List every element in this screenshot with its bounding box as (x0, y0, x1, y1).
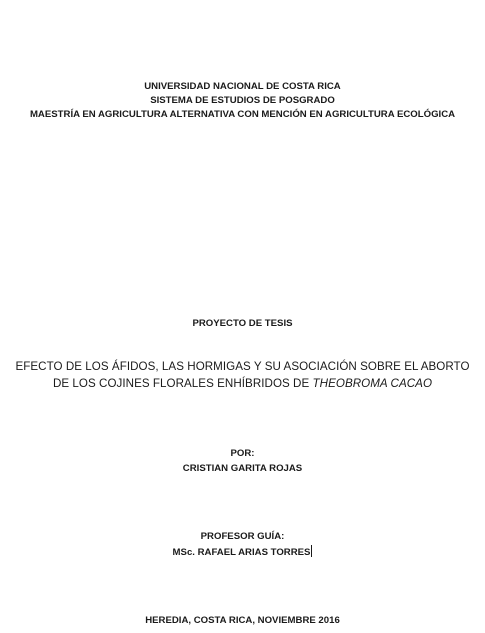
author-name: CRISTIAN GARITA ROJAS (182, 463, 303, 474)
program-name: MAESTRÍA EN AGRICULTURA ALTERNATIVA CON MENCIÓN EN AGRICULTURA ECOLÓGICA (29, 109, 456, 120)
thesis-title-line-1: EFECTO DE LOS ÁFIDOS, LAS HORMIGAS Y SU ASOCIACIÓN SOBRE EL ABORTO (15, 360, 470, 373)
advisor-name: MSc. RAFAEL ARIAS TORRES (172, 547, 311, 558)
thesis-title-line-2-text: DE LOS COJINES FLORALES ENHÍBRIDOS DE (52, 377, 313, 390)
author-label: POR: (230, 448, 255, 459)
university-name: UNIVERSIDAD NACIONAL DE COSTA RICA (144, 81, 341, 92)
thesis-title-line-2 (0, 377, 485, 390)
text-cursor (311, 545, 312, 557)
place-and-date: HEREDIA, COSTA RICA, NOVIEMBRE 2016 (145, 615, 340, 626)
project-label: PROYECTO DE TESIS (192, 318, 293, 329)
advisor-label: PROFESOR GUÍA: (200, 531, 285, 542)
species-name: THEOBROMA CACAO (312, 377, 433, 390)
advisor-name-line[interactable] (0, 545, 485, 558)
postgraduate-system: SISTEMA DE ESTUDIOS DE POSGRADO (150, 95, 335, 106)
